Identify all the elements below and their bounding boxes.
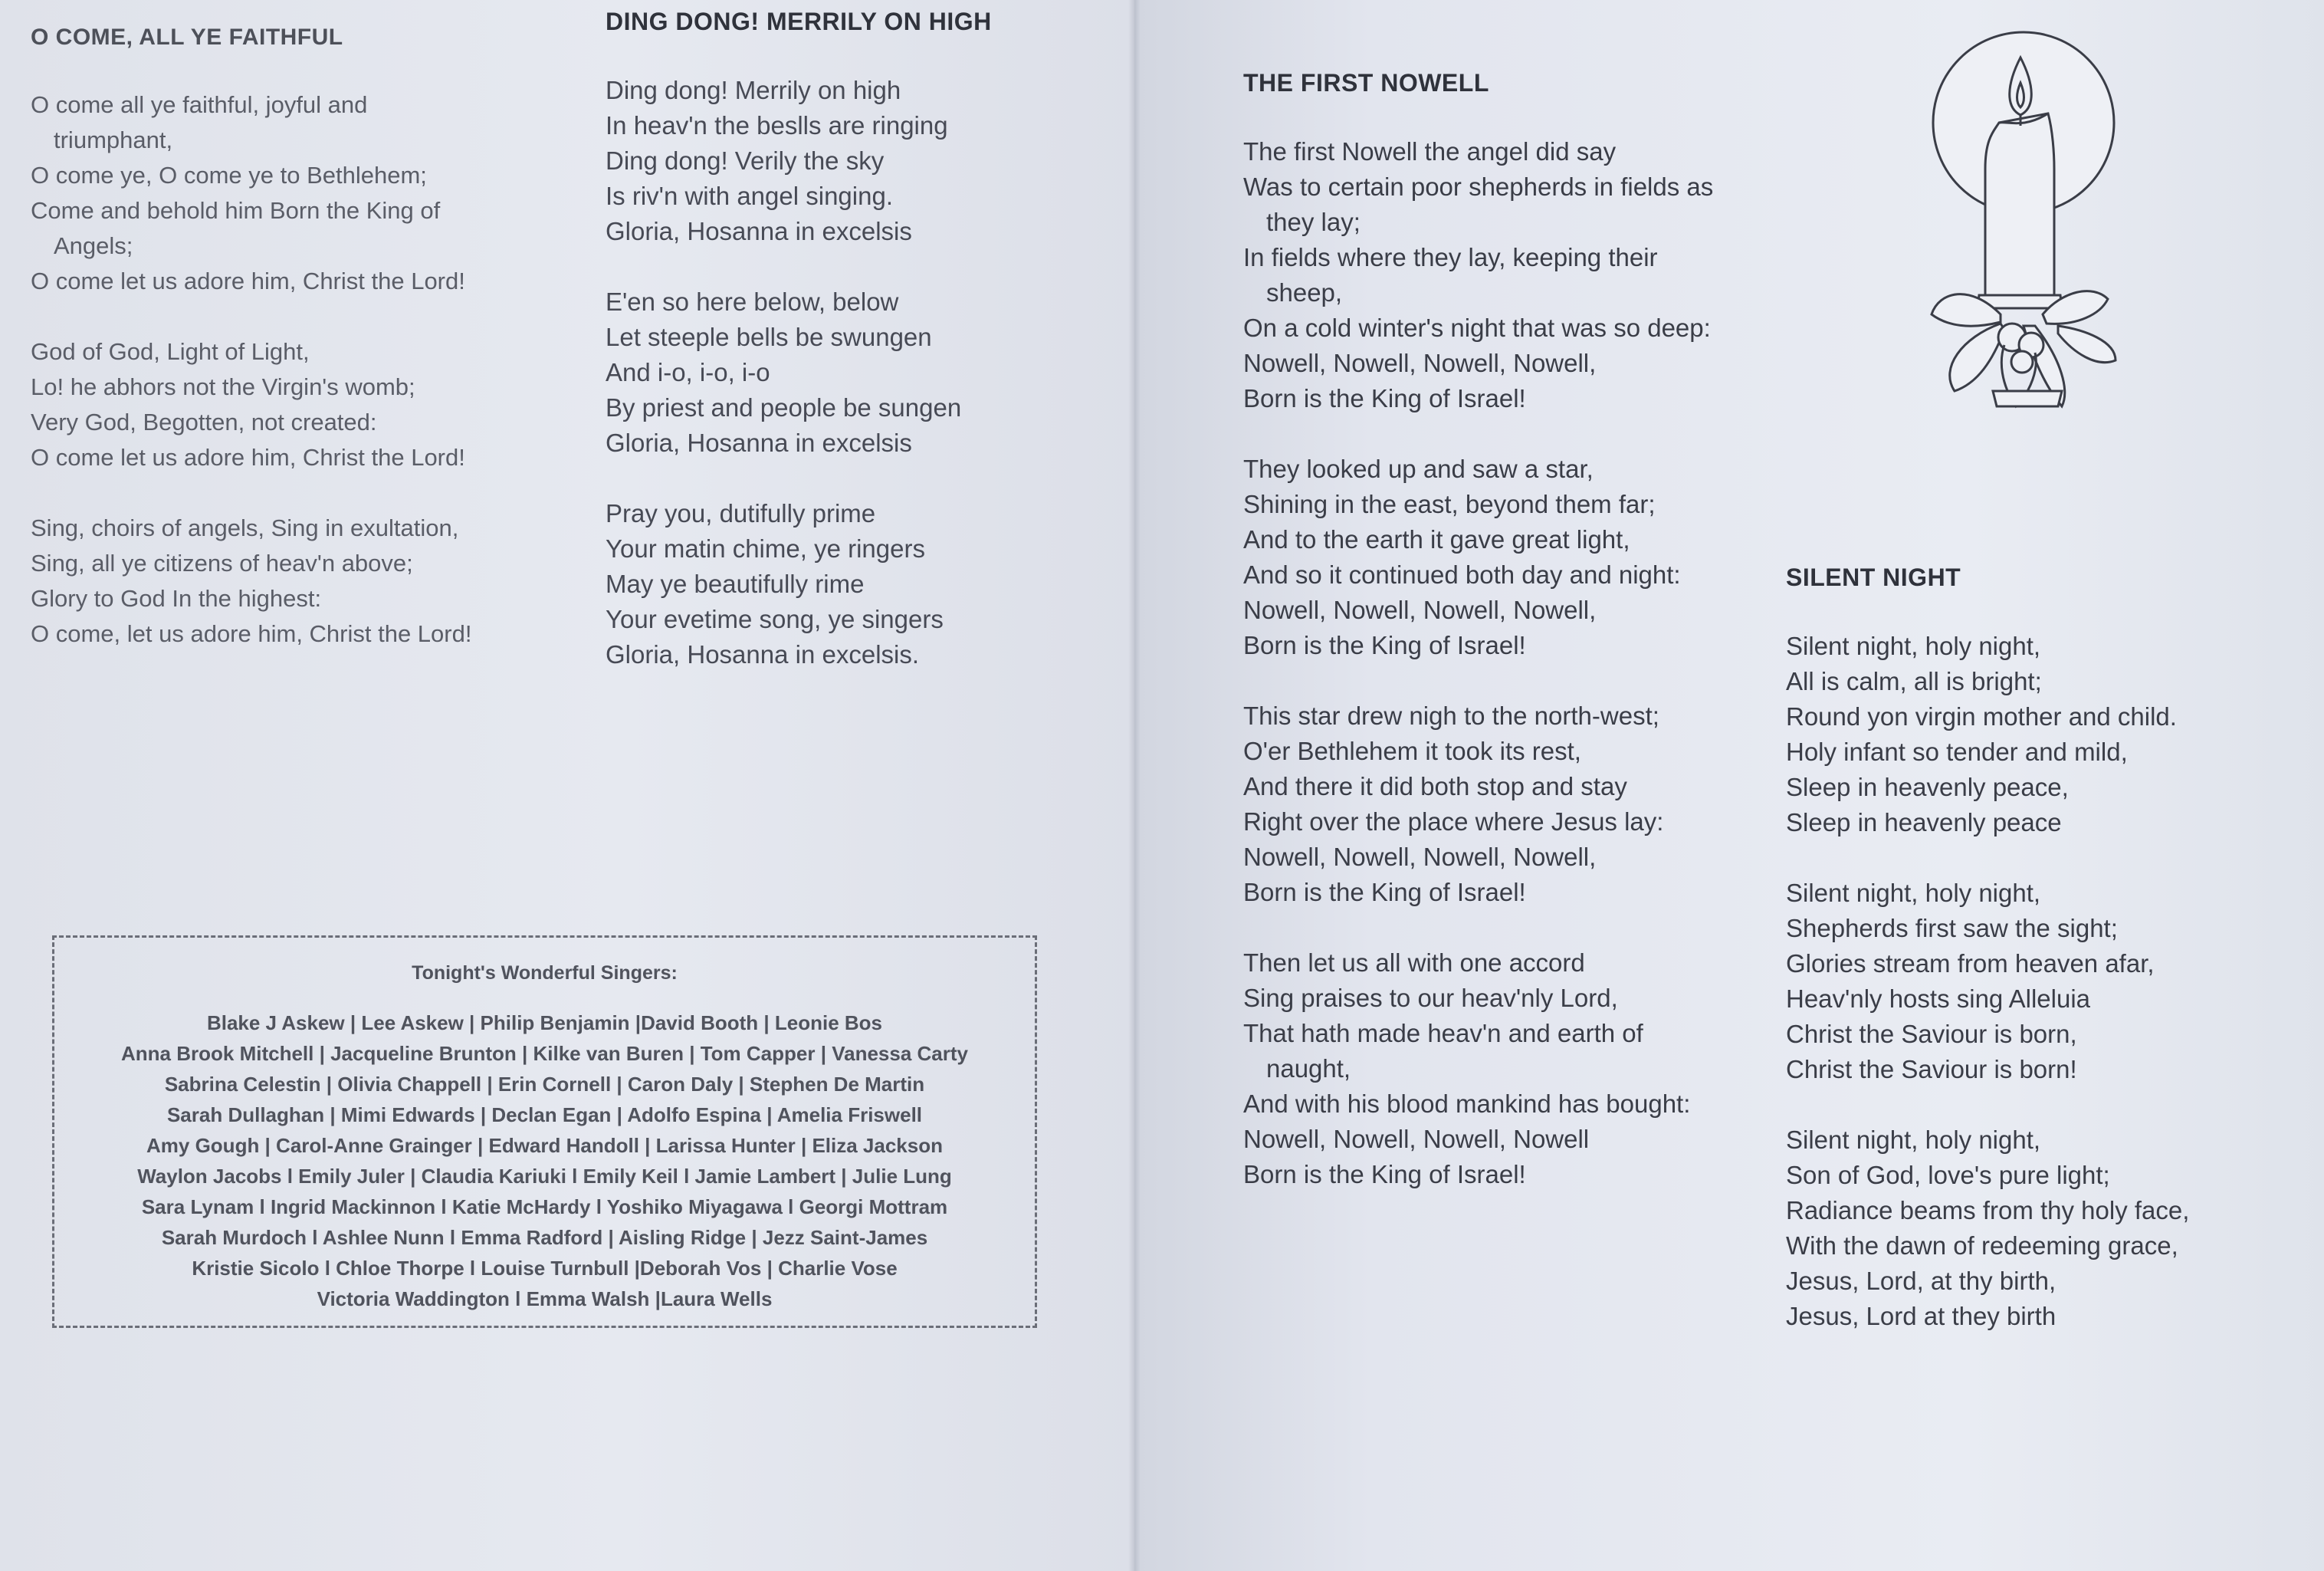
verse-line: They looked up and saw a star, — [1243, 455, 1594, 483]
verse-line: Christ the Saviour is born! — [1786, 1055, 2077, 1083]
verse-line: This star drew nigh to the north-west; — [1243, 702, 1659, 730]
verse-line: All is calm, all is bright; — [1786, 667, 2042, 695]
verse-line: O come, let us adore him, Christ the Lord! — [31, 620, 472, 647]
verse-line: Come and behold him Born the King of — [31, 197, 441, 224]
page-fold — [1128, 0, 1141, 1571]
verse-line: Your evetime song, ye singers — [606, 605, 944, 633]
verse-line: O come let us adore him, Christ the Lord! — [31, 444, 465, 471]
verse-line: Pray you, dutifully prime — [606, 499, 876, 528]
singers-line: Sarah Murdoch l Ashlee Nunn l Emma Radford | Aisling Ridge | Jezz Saint-James — [161, 1226, 928, 1249]
verse-line: Right over the place where Jesus lay: — [1243, 807, 1664, 836]
verse-line: Ding dong! Verily the sky — [606, 146, 885, 175]
hymn-title: DING DONG! MERRILY ON HIGH — [606, 8, 992, 35]
verse-line: O come ye, O come ye to Bethlehem; — [31, 162, 427, 189]
hymn-verse — [1243, 452, 1713, 663]
hymn-verse — [1243, 134, 1713, 416]
verse-line: Shepherds first saw the sight; — [1786, 914, 2118, 942]
verse-line: Angels; — [54, 232, 133, 259]
verse-line: Sleep in heavenly peace, — [1786, 773, 2069, 801]
singers-box — [52, 935, 1037, 1328]
verse-line: Jesus, Lord, at thy birth, — [1786, 1267, 2056, 1295]
verse-line: Holy infant so tender and mild, — [1786, 738, 2128, 766]
hymn-verse — [1786, 1122, 2189, 1334]
hymn-verse — [606, 73, 992, 249]
hymn-verse — [1243, 945, 1713, 1192]
verse-line: Glories stream from heaven afar, — [1786, 949, 2155, 978]
verse-line: Gloria, Hosanna in excelsis — [606, 429, 912, 457]
verse-line: Shining in the east, beyond them far; — [1243, 490, 1656, 518]
hymn-silent-night — [1786, 564, 2189, 1369]
verse-line: O come all ye faithful, joyful and — [31, 91, 368, 118]
verse-line: O come let us adore him, Christ the Lord! — [31, 268, 465, 294]
verse-line: Christ the Saviour is born, — [1786, 1020, 2077, 1048]
verse-line: May ye beautifully rime — [606, 570, 865, 598]
singers-line: Kristie Sicolo l Chloe Thorpe l Louise Turnbull |Deborah Vos | Charlie Vose — [192, 1257, 898, 1280]
verse-line: Nowell, Nowell, Nowell, Nowell, — [1243, 843, 1597, 871]
hymn-verse — [606, 496, 992, 672]
verse-line: God of God, Light of Light, — [31, 338, 310, 365]
hymn-verse — [1243, 698, 1713, 910]
hymn-title: O COME, ALL YE FAITHFUL — [31, 25, 343, 50]
hymn-verse — [606, 284, 992, 461]
verse-line: Son of God, love's pure light; — [1786, 1161, 2110, 1189]
verse-line: Born is the King of Israel! — [1243, 1160, 1526, 1188]
verse-line: Born is the King of Israel! — [1243, 631, 1526, 659]
verse-line: And with his blood mankind has bought: — [1243, 1090, 1691, 1118]
verse-line: naught, — [1266, 1054, 1351, 1083]
hymn-verse — [31, 511, 471, 652]
verse-line: Silent night, holy night, — [1786, 879, 2041, 907]
verse-line: Nowell, Nowell, Nowell, Nowell — [1243, 1125, 1590, 1153]
singers-list — [54, 1007, 1035, 1314]
verse-line: Jesus, Lord at they birth — [1786, 1302, 2056, 1330]
verse-line: The first Nowell the angel did say — [1243, 137, 1617, 166]
verse-line: Is riv'n with angel singing. — [606, 182, 893, 210]
singers-line: Sabrina Celestin | Olivia Chappell | Erin Cornell | Caron Daly | Stephen De Martin — [164, 1073, 925, 1096]
verse-line: Your matin chime, ye ringers — [606, 534, 925, 563]
verse-line: they lay; — [1266, 208, 1361, 236]
singers-line: Blake J Askew | Lee Askew | Philip Benjamin |David Booth | Leonie Bos — [206, 1011, 883, 1034]
verse-line: Sing praises to our heav'nly Lord, — [1243, 984, 1618, 1012]
verse-line: Silent night, holy night, — [1786, 1126, 2041, 1154]
hymn-verse — [1786, 629, 2189, 840]
verse-line: E'en so here below, below — [606, 288, 899, 316]
verse-line: With the dawn of redeeming grace, — [1786, 1231, 2178, 1260]
hymn-verse — [31, 334, 471, 475]
verse-line: Gloria, Hosanna in excelsis — [606, 217, 912, 245]
verse-line: Nowell, Nowell, Nowell, Nowell, — [1243, 349, 1597, 377]
verse-line: Sing, all ye citizens of heav'n above; — [31, 550, 413, 577]
hymn-ding-dong-merrily — [606, 8, 992, 708]
verse-line: And there it did both stop and stay — [1243, 772, 1627, 800]
verse-line: O'er Bethlehem it took its rest, — [1243, 737, 1581, 765]
verse-line: Let steeple bells be swungen — [606, 323, 932, 351]
singers-line: Amy Gough | Carol-Anne Grainger | Edward Handoll | Larissa Hunter | Eliza Jackson — [146, 1134, 943, 1157]
verse-line: Heav'nly hosts sing Alleluia — [1786, 984, 2091, 1013]
hymn-o-come-all-ye-faithful — [31, 25, 471, 687]
verse-line: Ding dong! Merrily on high — [606, 76, 901, 104]
hymn-title: THE FIRST NOWELL — [1243, 69, 1489, 97]
verse-line: Nowell, Nowell, Nowell, Nowell, — [1243, 596, 1597, 624]
verse-line: Lo! he abhors not the Virgin's womb; — [31, 373, 415, 400]
verse-line: Radiance beams from thy holy face, — [1786, 1196, 2190, 1224]
verse-line: Glory to God In the highest: — [31, 585, 322, 612]
verse-line: Born is the King of Israel! — [1243, 878, 1526, 906]
verse-line: And so it continued both day and night: — [1243, 560, 1681, 589]
hymn-the-first-nowell — [1243, 69, 1713, 1228]
verse-line: That hath made heav'n and earth of — [1243, 1019, 1643, 1047]
hymn-verse — [1786, 876, 2189, 1087]
verse-line: And i-o, i-o, i-o — [606, 358, 770, 386]
verse-line: triumphant, — [54, 127, 173, 153]
singers-line: Sara Lynam l Ingrid Mackinnon l Katie McHardy l Yoshiko Miyagawa l Georgi Mottram — [141, 1195, 948, 1218]
singers-line: Anna Brook Mitchell | Jacqueline Brunton | Kilke van Buren | Tom Capper | Vanessa Carty — [121, 1042, 968, 1065]
verse-line: In heav'n the beslls are ringing — [606, 111, 948, 140]
verse-line: Sing, choirs of angels, Sing in exultation, — [31, 514, 459, 541]
candle-with-holly-icon — [1909, 23, 2131, 422]
verse-line: On a cold winter's night that was so deep: — [1243, 314, 1711, 342]
singers-line: Sarah Dullaghan | Mimi Edwards | Declan Egan | Adolfo Espina | Amelia Friswell — [166, 1103, 923, 1126]
verse-line: Was to certain poor shepherds in fields as — [1243, 173, 1714, 201]
hymn-title: SILENT NIGHT — [1786, 564, 1961, 591]
verse-line: And to the earth it gave great light, — [1243, 525, 1630, 554]
verse-line: Gloria, Hosanna in excelsis. — [606, 640, 920, 669]
singers-line: Victoria Waddington l Emma Walsh |Laura Wells — [317, 1287, 773, 1310]
verse-line: sheep, — [1266, 278, 1343, 307]
verse-line: In fields where they lay, keeping their — [1243, 243, 1658, 271]
singers-line: Waylon Jacobs l Emily Juler | Claudia Kariuki l Emily Keil l Jamie Lambert | Julie Lung — [137, 1165, 952, 1188]
singers-heading: Tonight's Wonderful Singers: — [412, 962, 678, 984]
verse-line: By priest and people be sungen — [606, 393, 962, 422]
verse-line: Very God, Begotten, not created: — [31, 409, 377, 435]
verse-line: Born is the King of Israel! — [1243, 384, 1526, 412]
verse-line: Sleep in heavenly peace — [1786, 808, 2062, 836]
hymn-verse — [31, 87, 471, 299]
verse-line: Then let us all with one accord — [1243, 948, 1585, 977]
verse-line: Round yon virgin mother and child. — [1786, 702, 2177, 731]
verse-line: Silent night, holy night, — [1786, 632, 2041, 660]
